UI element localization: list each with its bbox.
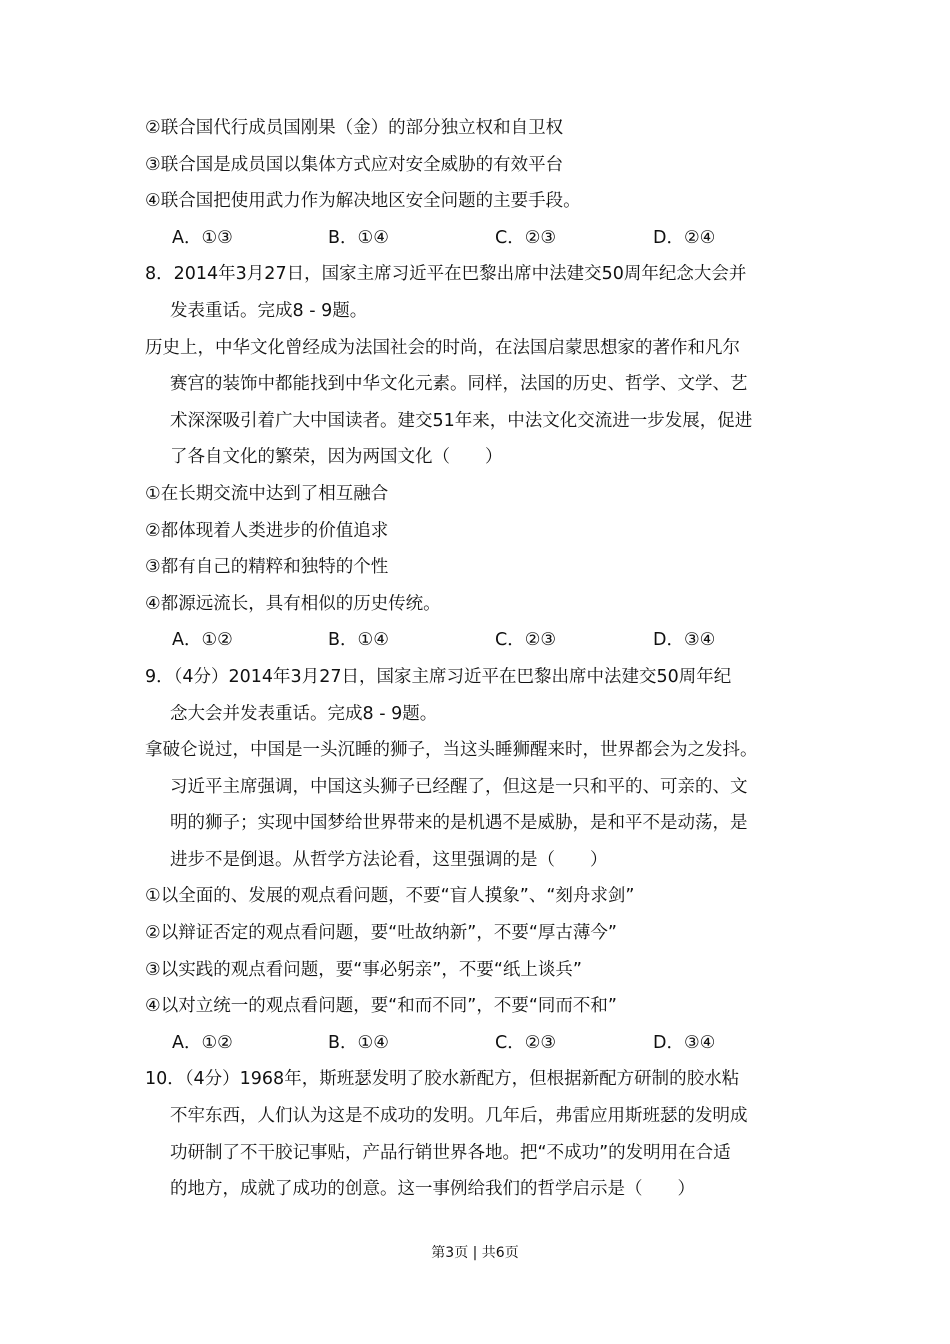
material: 了各自文化的繁荣，因为两国文化（ ） <box>170 447 503 468</box>
option-b: B．①④ <box>328 227 389 248</box>
option-c: C．②③ <box>495 1032 557 1053</box>
option-a: A．①② <box>172 630 233 651</box>
statement: ③都有自己的精粹和独特的个性 <box>145 557 389 578</box>
answer-options <box>145 220 815 257</box>
option-a: A．①③ <box>172 227 233 248</box>
statement: ④都源远流长，具有相似的历史传统。 <box>145 593 441 614</box>
option-c: C．②③ <box>495 630 557 651</box>
material: 术深深吸引着广大中国读者。建交51年来，中法文化交流进一步发展，促进 <box>170 410 753 431</box>
answer-options <box>145 1025 815 1062</box>
question-stem: 发表重话。完成8 - 9题。 <box>170 300 368 321</box>
question-stem: 9．（4分）2014年3月27日，国家主席习近平在巴黎出席中法建交50周年纪 <box>145 666 732 687</box>
document-body <box>145 110 815 1208</box>
statement: ②都体现着人类进步的价值追求 <box>145 520 389 541</box>
material: 拿破仑说过，中国是一头沉睡的狮子，当这头睡狮醒来时，世界都会为之发抖。 <box>145 740 758 761</box>
material: 赛宫的装饰中都能找到中华文化元素。同样，法国的历史、哲学、文学、艺 <box>170 374 748 395</box>
statement: ③联合国是成员国以集体方式应对安全威胁的有效平台 <box>145 154 564 175</box>
option-c: C．②③ <box>495 227 557 248</box>
statement: ④以对立统一的观点看问题，要“和而不同”，不要“同而不和” <box>145 996 617 1017</box>
material: 习近平主席强调，中国这头狮子已经醒了，但这是一只和平的、可亲的、文 <box>170 776 748 797</box>
statement: ①在长期交流中达到了相互融合 <box>145 483 389 504</box>
statement: ③以实践的观点看问题，要“事必躬亲”，不要“纸上谈兵” <box>145 959 582 980</box>
statement: ②以辩证否定的观点看问题，要“吐故纳新”，不要“厚古薄今” <box>145 923 617 944</box>
option-b: B．①④ <box>328 630 389 651</box>
option-b: B．①④ <box>328 1032 389 1053</box>
question-stem: 念大会并发表重话。完成8 - 9题。 <box>170 703 438 724</box>
material: 历史上，中华文化曾经成为法国社会的时尚，在法国启蒙思想家的著作和凡尔 <box>145 337 740 358</box>
option-d: D．②④ <box>653 227 716 248</box>
statement: ④联合国把使用武力作为解决地区安全问题的主要手段。 <box>145 191 581 212</box>
material: 进步不是倒退。从哲学方法论看，这里强调的是（ ） <box>170 849 608 870</box>
material: 明的狮子；实现中国梦给世界带来的是机遇不是威胁，是和平不是动荡，是 <box>170 813 748 834</box>
question-stem: 不牢东西，人们认为这是不成功的发明。几年后，弗雷应用斯班瑟的发明成 <box>170 1106 748 1127</box>
statement: ①以全面的、发展的观点看问题，不要“盲人摸象”、“刻舟求剑” <box>145 886 635 907</box>
question-stem: 10．（4分）1968年，斯班瑟发明了胶水新配方，但根据新配方研制的胶水粘 <box>145 1069 740 1090</box>
option-a: A．①② <box>172 1032 233 1053</box>
question-stem: 8．2014年3月27日，国家主席习近平在巴黎出席中法建交50周年纪念大会并 <box>145 264 747 285</box>
question-stem: 功研制了不干胶记事贴，产品行销世界各地。把“不成功”的发明用在合适 <box>170 1142 731 1163</box>
option-d: D．③④ <box>653 1032 716 1053</box>
option-d: D．③④ <box>653 630 716 651</box>
question-stem: 的地方，成就了成功的创意。这一事例给我们的哲学启示是（ ） <box>170 1179 695 1200</box>
statement: ②联合国代行成员国刚果（金）的部分独立权和自卫权 <box>145 118 564 138</box>
answer-options <box>145 622 815 659</box>
page-footer: 第3页 | 共6页 <box>431 1245 519 1261</box>
